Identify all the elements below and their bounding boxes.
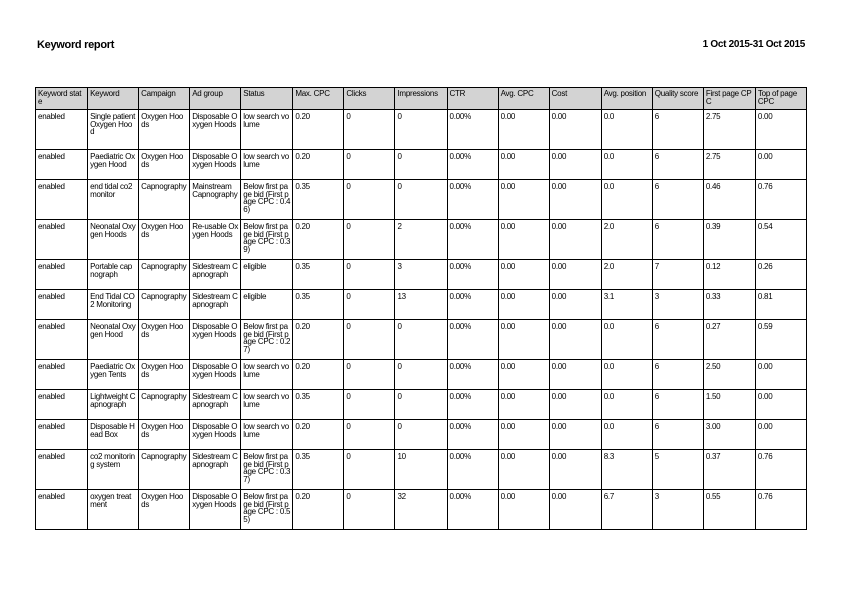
table-cell: Below first page bid (First page CPC : 0.55)	[241, 490, 293, 530]
table-cell: Oxygen Hoods	[139, 490, 190, 530]
table-cell: Oxygen Hoods	[139, 110, 190, 150]
table-cell: 0	[395, 150, 447, 180]
table-cell: low search volume	[241, 110, 293, 150]
table-cell: 0	[344, 150, 395, 180]
table-cell: 0.76	[755, 450, 806, 490]
header-row	[36, 88, 807, 110]
table-cell: 0.00	[498, 450, 549, 490]
table-cell: enabled	[36, 260, 88, 290]
table-cell: low search volume	[241, 150, 293, 180]
table-cell: 0.59	[755, 320, 806, 360]
table-cell: 0.35	[293, 390, 344, 420]
table-cell: 0.00	[549, 390, 601, 420]
table-cell: 0.00	[498, 150, 549, 180]
table-cell: 3.1	[601, 290, 652, 320]
column-header: First page CPC	[703, 88, 755, 110]
table-cell: 2.0	[601, 260, 652, 290]
table-cell: 0.00	[549, 450, 601, 490]
table-cell: 0.00	[498, 260, 549, 290]
table-cell: 0	[344, 110, 395, 150]
table-cell: 0.00%	[447, 260, 498, 290]
column-header: Campaign	[139, 88, 190, 110]
table-cell: 0.46	[703, 180, 755, 220]
table-cell: Neonatal Oxygen Hoods	[88, 220, 139, 260]
table-cell: 0.76	[755, 490, 806, 530]
table-cell: 0	[344, 390, 395, 420]
table-cell: 0.0	[601, 110, 652, 150]
table-cell: Mainstream Capnography	[190, 180, 241, 220]
table-body	[36, 110, 807, 530]
table-cell: 2	[395, 220, 447, 260]
table-cell: 6	[652, 320, 703, 360]
table-cell: 3	[395, 260, 447, 290]
table-cell: enabled	[36, 390, 88, 420]
column-header: Max. CPC	[293, 88, 344, 110]
table-cell: 0.00	[498, 490, 549, 530]
table-cell: enabled	[36, 320, 88, 360]
table-cell: 0.00	[498, 110, 549, 150]
table-cell: 6	[652, 220, 703, 260]
table-cell: enabled	[36, 450, 88, 490]
table-cell: 0	[344, 420, 395, 450]
column-header: Avg. position	[601, 88, 652, 110]
table-cell: 6	[652, 180, 703, 220]
table-cell: 0.00	[755, 360, 806, 390]
table-cell: Oxygen Hoods	[139, 360, 190, 390]
column-header: Ad group	[190, 88, 241, 110]
table-row	[36, 220, 807, 260]
table-cell: 0	[395, 180, 447, 220]
table-cell: 0.35	[293, 290, 344, 320]
table-cell: 0.39	[703, 220, 755, 260]
table-cell: 0.00	[549, 220, 601, 260]
table-cell: 0	[395, 110, 447, 150]
table-cell: 0.20	[293, 420, 344, 450]
table-cell: Portable capnograph	[88, 260, 139, 290]
column-header: CTR	[447, 88, 498, 110]
table-cell: 32	[395, 490, 447, 530]
table-cell: 0.00%	[447, 420, 498, 450]
table-cell: 0.00	[549, 150, 601, 180]
table-cell: End Tidal CO2 Monitoring	[88, 290, 139, 320]
table-cell: Disposable Oxygen Hoods	[190, 490, 241, 530]
table-cell: Oxygen Hoods	[139, 220, 190, 260]
table-cell: 6	[652, 420, 703, 450]
table-cell: enabled	[36, 360, 88, 390]
table-cell: 0.00	[498, 220, 549, 260]
table-cell: Disposable Head Box	[88, 420, 139, 450]
table-cell: 0.26	[755, 260, 806, 290]
table-cell: 6.7	[601, 490, 652, 530]
table-cell: 0.0	[601, 360, 652, 390]
table-cell: oxygen treatment	[88, 490, 139, 530]
table-cell: 13	[395, 290, 447, 320]
table-row	[36, 450, 807, 490]
table-cell: Sidestream Capnograph	[190, 290, 241, 320]
table-cell: enabled	[36, 220, 88, 260]
table-cell: Below first page bid (First page CPC : 0.46)	[241, 180, 293, 220]
table-cell: 0.00%	[447, 150, 498, 180]
table-cell: 0	[344, 450, 395, 490]
table-cell: 0.20	[293, 320, 344, 360]
table-cell: Sidestream Capnograph	[190, 260, 241, 290]
table-cell: 0.20	[293, 150, 344, 180]
table-cell: low search volume	[241, 390, 293, 420]
table-cell: 0.0	[601, 180, 652, 220]
table-cell: low search volume	[241, 420, 293, 450]
table-cell: 3	[652, 290, 703, 320]
table-cell: 0	[344, 490, 395, 530]
table-cell: 0.35	[293, 450, 344, 490]
table-cell: 0.00	[498, 390, 549, 420]
table-cell: 0.00	[498, 360, 549, 390]
table-cell: 0.20	[293, 360, 344, 390]
table-cell: 2.75	[703, 110, 755, 150]
table-cell: Below first page bid (First page CPC : 0.39)	[241, 220, 293, 260]
table-cell: 0.00	[549, 110, 601, 150]
table-cell: 0.35	[293, 260, 344, 290]
table-cell: eligible	[241, 290, 293, 320]
table-cell: 0.81	[755, 290, 806, 320]
table-cell: 3	[652, 490, 703, 530]
table-cell: 0	[395, 320, 447, 360]
table-cell: Oxygen Hoods	[139, 150, 190, 180]
table-cell: Capnography	[139, 260, 190, 290]
table-cell: 6	[652, 110, 703, 150]
table-cell: 0	[344, 260, 395, 290]
table-cell: Single patient Oxygen Hood	[88, 110, 139, 150]
table-cell: 0.00	[549, 260, 601, 290]
table-cell: enabled	[36, 180, 88, 220]
table-row	[36, 390, 807, 420]
table-cell: Disposable Oxygen Hoods	[190, 150, 241, 180]
table-cell: Capnography	[139, 180, 190, 220]
table-cell: low search volume	[241, 360, 293, 390]
column-header: Impressions	[395, 88, 447, 110]
table-cell: Oxygen Hoods	[139, 420, 190, 450]
table-cell: 0.0	[601, 420, 652, 450]
table-cell: 5	[652, 450, 703, 490]
table-cell: Lightweight Capnograph	[88, 390, 139, 420]
table-cell: Sidestream Capnograph	[190, 390, 241, 420]
table-cell: Below first page bid (First page CPC : 0.27)	[241, 320, 293, 360]
table-cell: Sidestream Capnograph	[190, 450, 241, 490]
column-header: Top of page CPC	[755, 88, 806, 110]
table-cell: 0.00	[498, 320, 549, 360]
table-cell: 0.00	[549, 420, 601, 450]
table-cell: 0.0	[601, 390, 652, 420]
table-cell: Disposable Oxygen Hoods	[190, 360, 241, 390]
table-cell: enabled	[36, 150, 88, 180]
table-row	[36, 490, 807, 530]
table-cell: 0	[395, 390, 447, 420]
table-cell: 0.00	[755, 390, 806, 420]
table-cell: 0.00%	[447, 110, 498, 150]
table-cell: 0.00%	[447, 220, 498, 260]
table-cell: Disposable Oxygen Hoods	[190, 320, 241, 360]
table-cell: 0.20	[293, 220, 344, 260]
table-cell: Below first page bid (First page CPC : 0.37)	[241, 450, 293, 490]
table-cell: eligible	[241, 260, 293, 290]
table-cell: 0.00%	[447, 490, 498, 530]
table-cell: Neonatal Oxygen Hood	[88, 320, 139, 360]
column-header: Quality score	[652, 88, 703, 110]
table-cell: 0	[344, 360, 395, 390]
table-cell: 0	[344, 290, 395, 320]
column-header: Keyword state	[36, 88, 88, 110]
table-cell: 0.00%	[447, 450, 498, 490]
column-header: Avg. CPC	[498, 88, 549, 110]
table-cell: 0.00	[498, 420, 549, 450]
table-cell: 0.00	[549, 320, 601, 360]
table-cell: 0.00	[755, 420, 806, 450]
table-cell: Re-usable Oxygen Hoods	[190, 220, 241, 260]
table-cell: 0.00%	[447, 180, 498, 220]
table-cell: Oxygen Hoods	[139, 320, 190, 360]
table-cell: enabled	[36, 490, 88, 530]
table-cell: 0	[395, 420, 447, 450]
table-cell: 3.00	[703, 420, 755, 450]
column-header: Cost	[549, 88, 601, 110]
table-cell: 0.00	[498, 290, 549, 320]
table-cell: 0.00	[549, 490, 601, 530]
table-cell: 0.35	[293, 180, 344, 220]
table-cell: 6	[652, 150, 703, 180]
table-cell: 2.50	[703, 360, 755, 390]
table-cell: 0.54	[755, 220, 806, 260]
table-cell: co2 monitoring system	[88, 450, 139, 490]
date-range: 1 Oct 2015-31 Oct 2015	[702, 39, 805, 50]
table-row	[36, 180, 807, 220]
table-cell: Capnography	[139, 390, 190, 420]
table-cell: 0.0	[601, 320, 652, 360]
table-cell: 0.00	[549, 360, 601, 390]
table-cell: 0.00%	[447, 390, 498, 420]
table-cell: 0.0	[601, 150, 652, 180]
table-cell: 0.00%	[447, 290, 498, 320]
table-cell: Disposable Oxygen Hoods	[190, 110, 241, 150]
keyword-table	[35, 87, 807, 530]
table-cell: Capnography	[139, 450, 190, 490]
table-row	[36, 360, 807, 390]
table-cell: 7	[652, 260, 703, 290]
table-cell: 0.00%	[447, 320, 498, 360]
table-cell: 0	[344, 220, 395, 260]
table-cell: 0.00	[498, 180, 549, 220]
table-cell: 10	[395, 450, 447, 490]
table-cell: enabled	[36, 110, 88, 150]
column-header: Status	[241, 88, 293, 110]
table-row	[36, 290, 807, 320]
table-cell: 0.55	[703, 490, 755, 530]
table-row	[36, 110, 807, 150]
table-cell: 0.20	[293, 490, 344, 530]
table-cell: 8.3	[601, 450, 652, 490]
table-cell: 0.27	[703, 320, 755, 360]
table-cell: 0.00%	[447, 360, 498, 390]
table-cell: Disposable Oxygen Hoods	[190, 420, 241, 450]
table-cell: 0	[395, 360, 447, 390]
table-row	[36, 260, 807, 290]
table-cell: 6	[652, 360, 703, 390]
table-cell: 0.33	[703, 290, 755, 320]
table-cell: 0.00	[549, 180, 601, 220]
table-row	[36, 320, 807, 360]
table-cell: 0	[344, 320, 395, 360]
table-cell: Paediatric Oxygen Tents	[88, 360, 139, 390]
table-cell: 0.37	[703, 450, 755, 490]
table-cell: 2.75	[703, 150, 755, 180]
report-title: Keyword report	[37, 39, 115, 51]
table-cell: 0	[344, 180, 395, 220]
table-cell: 0.76	[755, 180, 806, 220]
table-cell: 1.50	[703, 390, 755, 420]
table-cell: end tidal co2 monitor	[88, 180, 139, 220]
table-cell: 6	[652, 390, 703, 420]
table-cell: enabled	[36, 420, 88, 450]
column-header: Keyword	[88, 88, 139, 110]
table-cell: 0.00	[755, 150, 806, 180]
table-cell: Capnography	[139, 290, 190, 320]
table-row	[36, 420, 807, 450]
table-cell: Paediatric Oxygen Hood	[88, 150, 139, 180]
table-cell: 2.0	[601, 220, 652, 260]
table-cell: 0.00	[755, 110, 806, 150]
table-cell: 0.12	[703, 260, 755, 290]
table-row	[36, 150, 807, 180]
column-header: Clicks	[344, 88, 395, 110]
table-cell: enabled	[36, 290, 88, 320]
table-cell: 0.20	[293, 110, 344, 150]
table-cell: 0.00	[549, 290, 601, 320]
